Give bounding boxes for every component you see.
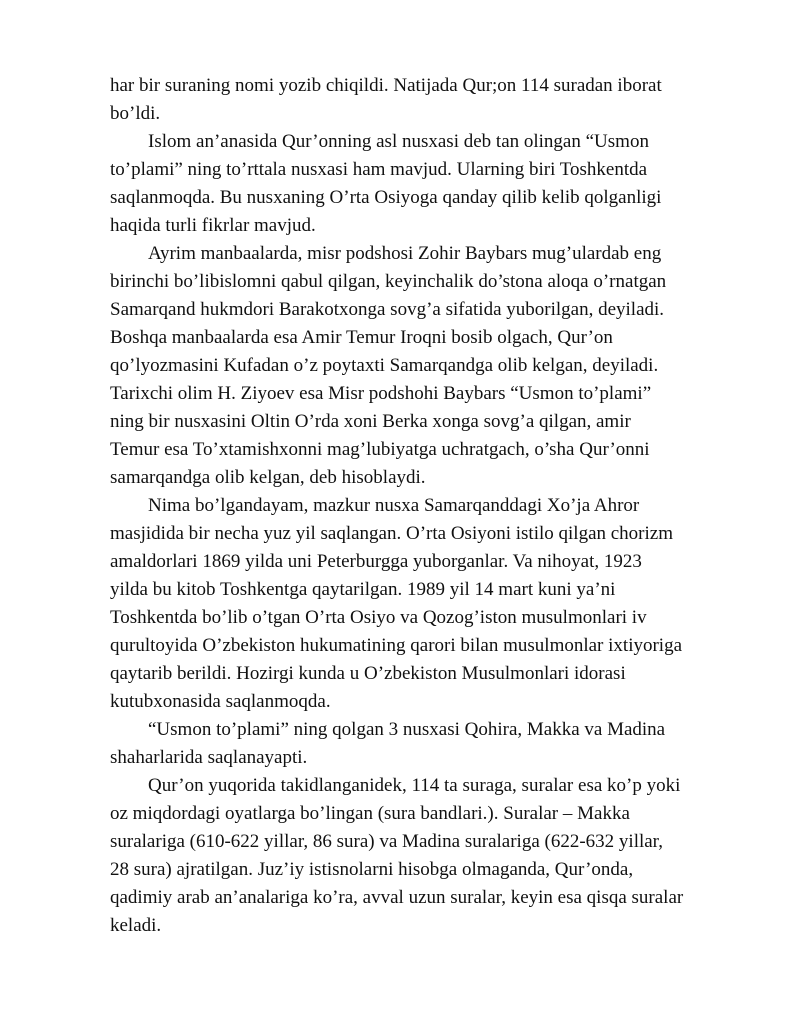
- text-line: qaytarib berildi. Hozirgi kunda u O’zbekiston Musulmonlari idorasi: [110, 663, 626, 684]
- text-line: birinchi bo’libislomni qabul qilgan, keyinchalik do’stona aloqa o’rnatgan: [110, 271, 667, 292]
- text-line: Tarixchi olim H. Ziyoev esa Misr podshohi Baybars “Usmon to’plami”: [110, 383, 652, 404]
- document-page: [110, 72, 750, 940]
- text-line: Nima bo’lgandayam, mazkur nusxa Samarqanddagi Xo’ja Ahror: [148, 495, 640, 516]
- text-line: samarqandga olib kelgan, deb hisoblaydi.: [110, 467, 426, 488]
- text-line: shaharlarida saqlanayapti.: [110, 747, 308, 768]
- text-line: masjidida bir necha yuz yil saqlangan. O’rta Osiyoni istilo qilgan chorizm: [110, 523, 674, 544]
- text-line: bo’ldi.: [110, 103, 161, 124]
- text-line: Islom an’anasida Qur’onning asl nusxasi deb tan olingan “Usmon: [148, 131, 649, 152]
- text-line: to’plami” ning to’rttala nusxasi ham mavjud. Ularning biri Toshkentda: [110, 159, 648, 180]
- text-line: Samarqand hukmdori Barakotxonga sovg’a sifatida yuborilgan, deyiladi.: [110, 299, 665, 320]
- text-line: qurultoyida O’zbekiston hukumatining qarori bilan musulmonlar ixtiyoriga: [110, 635, 683, 656]
- text-line: amaldorlari 1869 yilda uni Peterburgga yuborganlar. Va nihoyat, 1923: [110, 551, 642, 572]
- text-line: oz miqdordagi oyatlarga bo’lingan (sura bandlari.). Suralar – Makka: [110, 803, 630, 824]
- text-line: Ayrim manbaalarda, misr podshosi Zohir Baybars mug’ulardab eng: [148, 243, 662, 264]
- text-line: Toshkentda bo’lib o’tgan O’rta Osiyo va Qozog’iston musulmonlari iv: [110, 607, 647, 628]
- paragraph-1: [110, 72, 750, 128]
- paragraph-4: [110, 492, 750, 716]
- paragraph-2: [110, 128, 750, 240]
- text-line: keladi.: [110, 915, 162, 936]
- text-line: qadimiy arab an’analariga ko’ra, avval uzun suralar, keyin esa qisqa suralar: [110, 887, 684, 908]
- text-line: saqlanmoqda. Bu nusxaning O’rta Osiyoga qanday qilib kelib qolganligi: [110, 187, 662, 208]
- paragraph-5: [110, 716, 750, 772]
- text-line: haqida turli fikrlar mavjud.: [110, 215, 316, 236]
- text-line: Boshqa manbaalarda esa Amir Temur Iroqni bosib olgach, Qur’on: [110, 327, 613, 348]
- text-line: Qur’on yuqorida takidlanganidek, 114 ta suraga, suralar esa ko’p yoki: [148, 775, 681, 796]
- paragraph-6: [110, 772, 750, 940]
- text-line: Temur esa To’xtamishxonni mag’lubiyatga uchratgach, o’sha Qur’onni: [110, 439, 650, 460]
- text-line: 28 sura) ajratilgan. Juz’iy istisnolarni hisobga olmaganda, Qur’onda,: [110, 859, 634, 880]
- text-line: ning bir nusxasini Oltin O’rda xoni Berka xonga sovg’a qilgan, amir: [110, 411, 631, 432]
- text-line: har bir suraning nomi yozib chiqildi. Natijada Qur;on 114 suradan iborat: [110, 75, 662, 96]
- paragraph-3: [110, 240, 750, 492]
- text-line: suralariga (610-622 yillar, 86 sura) va Madina suralariga (622-632 yillar,: [110, 831, 663, 852]
- text-line: yilda bu kitob Toshkentga qaytarilgan. 1989 yil 14 mart kuni ya’ni: [110, 579, 616, 600]
- text-line: kutubxonasida saqlanmoqda.: [110, 691, 331, 712]
- text-line: qo’lyozmasini Kufadan o’z poytaxti Samarqandga olib kelgan, deyiladi.: [110, 355, 659, 376]
- text-line: “Usmon to’plami” ning qolgan 3 nusxasi Qohira, Makka va Madina: [148, 719, 666, 740]
